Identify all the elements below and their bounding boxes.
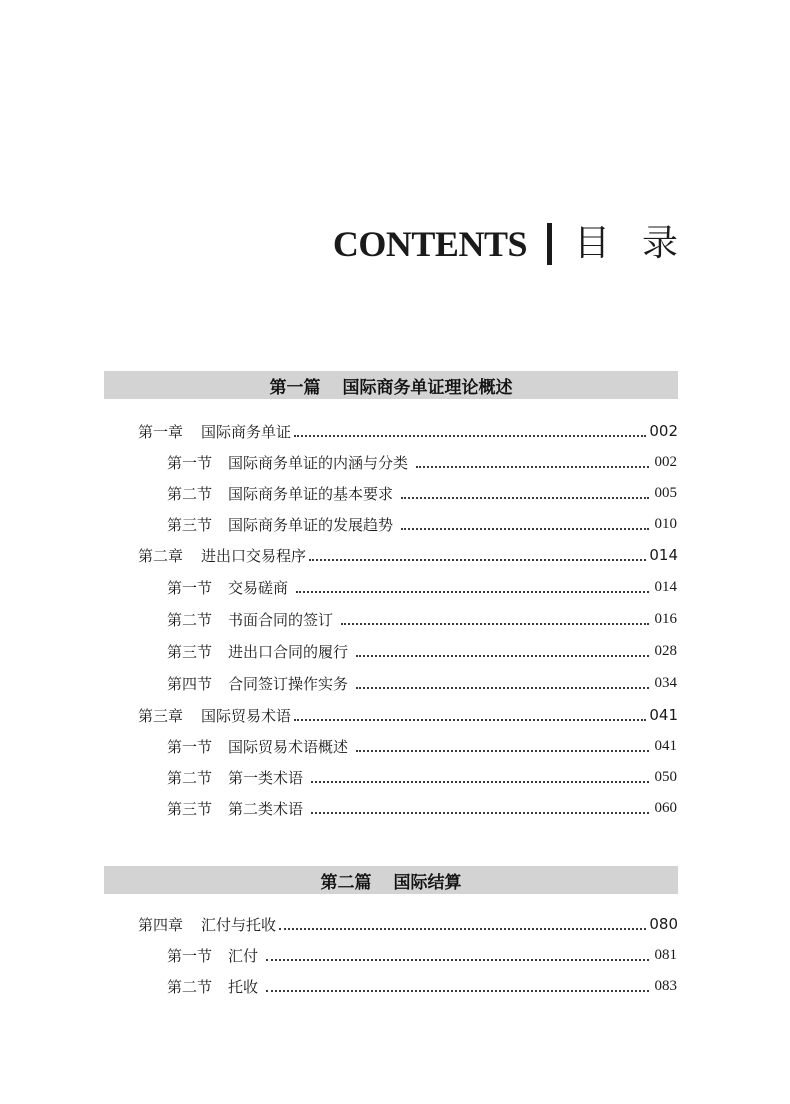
dot-leader	[341, 609, 648, 625]
dot-leader	[356, 736, 648, 752]
part-number: 第一篇	[269, 377, 321, 398]
entry-name: 汇付	[228, 946, 259, 965]
entry-page: 041	[654, 737, 677, 754]
dot-leader	[416, 452, 648, 468]
entry-label: 第一章	[138, 422, 184, 441]
entry-label: 第一节	[167, 737, 213, 756]
dot-leader	[294, 705, 646, 721]
toc-section-entry[interactable]	[167, 795, 677, 821]
toc-section-entry[interactable]	[167, 511, 677, 537]
dot-leader	[266, 945, 648, 961]
entry-label: 第三节	[167, 515, 213, 534]
entry-label: 第四节	[167, 674, 213, 693]
entry-page: 050	[654, 768, 677, 785]
entry-name: 书面合同的签订	[228, 610, 334, 629]
toc-section-entry[interactable]	[167, 449, 677, 475]
toc-section-entry[interactable]	[167, 733, 677, 759]
toc-section-entry[interactable]	[167, 638, 677, 664]
entry-page: 014	[654, 578, 677, 595]
entry-label: 第二章	[138, 546, 184, 565]
entry-label: 第四章	[138, 915, 184, 934]
title-chinese: 目录	[573, 223, 710, 264]
dot-leader	[401, 514, 648, 530]
entry-name: 汇付与托收	[201, 915, 277, 934]
dot-leader	[296, 577, 648, 593]
toc-chapter-entry[interactable]	[138, 418, 678, 444]
entry-label: 第一节	[167, 578, 213, 597]
entry-label: 第三章	[138, 706, 184, 725]
part-title: 国际商务单证理论概述	[342, 377, 513, 398]
toc-section-entry[interactable]	[167, 973, 677, 999]
entry-page: 081	[654, 946, 677, 963]
toc-section-entry[interactable]	[167, 670, 677, 696]
entry-name: 托收	[228, 977, 259, 996]
toc-section-entry[interactable]	[167, 574, 677, 600]
entry-page: 010	[654, 515, 677, 532]
toc-chapter-entry[interactable]	[138, 911, 678, 937]
entry-name: 国际贸易术语概述	[228, 737, 349, 756]
dot-leader	[311, 798, 648, 814]
toc-section-entry[interactable]	[167, 942, 677, 968]
dot-leader	[311, 767, 648, 783]
entry-name: 合同签订操作实务	[228, 674, 349, 693]
entry-page: 014	[649, 546, 678, 564]
entry-page: 041	[649, 706, 678, 724]
entry-label: 第二节	[167, 977, 213, 996]
entry-page: 002	[649, 422, 678, 440]
toc-section-entry[interactable]	[167, 480, 677, 506]
toc-section-entry[interactable]	[167, 606, 677, 632]
dot-leader	[294, 421, 646, 437]
dot-leader	[279, 914, 646, 930]
entry-name: 第二类术语	[228, 799, 304, 818]
part-title: 国际结算	[393, 872, 462, 893]
toc-chapter-entry[interactable]	[138, 542, 678, 568]
dot-leader	[266, 976, 648, 992]
entry-name: 国际商务单证的内涵与分类	[228, 453, 409, 472]
entry-name: 第一类术语	[228, 768, 304, 787]
entry-name: 国际贸易术语	[201, 706, 292, 725]
dot-leader	[309, 545, 646, 561]
toc-chapter-entry[interactable]	[138, 702, 678, 728]
entry-label: 第一节	[167, 946, 213, 965]
entry-page: 016	[654, 610, 677, 627]
toc-section-entry[interactable]	[167, 764, 677, 790]
entry-page: 028	[654, 642, 677, 659]
part-header	[104, 371, 678, 399]
entry-page: 083	[654, 977, 677, 994]
entry-name: 国际商务单证的发展趋势	[228, 515, 394, 534]
entry-label: 第二节	[167, 610, 213, 629]
title-english: CONTENTS	[332, 224, 527, 264]
entry-page: 005	[654, 484, 677, 501]
contents-title	[332, 222, 710, 266]
entry-page: 002	[654, 453, 677, 470]
entry-name: 进出口合同的履行	[228, 642, 349, 661]
entry-name: 交易磋商	[228, 578, 289, 597]
entry-page: 080	[649, 915, 678, 933]
entry-label: 第二节	[167, 768, 213, 787]
dot-leader	[401, 483, 648, 499]
part-header	[104, 866, 678, 894]
entry-page: 034	[654, 674, 677, 691]
entry-label: 第三节	[167, 799, 213, 818]
part-number: 第二篇	[320, 872, 372, 893]
entry-name: 国际商务单证的基本要求	[228, 484, 394, 503]
entry-label: 第三节	[167, 642, 213, 661]
dot-leader	[356, 641, 648, 657]
entry-page: 060	[654, 799, 677, 816]
entry-label: 第一节	[167, 453, 213, 472]
dot-leader	[356, 673, 648, 689]
entry-name: 国际商务单证	[201, 422, 292, 441]
title-divider	[547, 223, 552, 265]
entry-label: 第二节	[167, 484, 213, 503]
entry-name: 进出口交易程序	[201, 546, 307, 565]
